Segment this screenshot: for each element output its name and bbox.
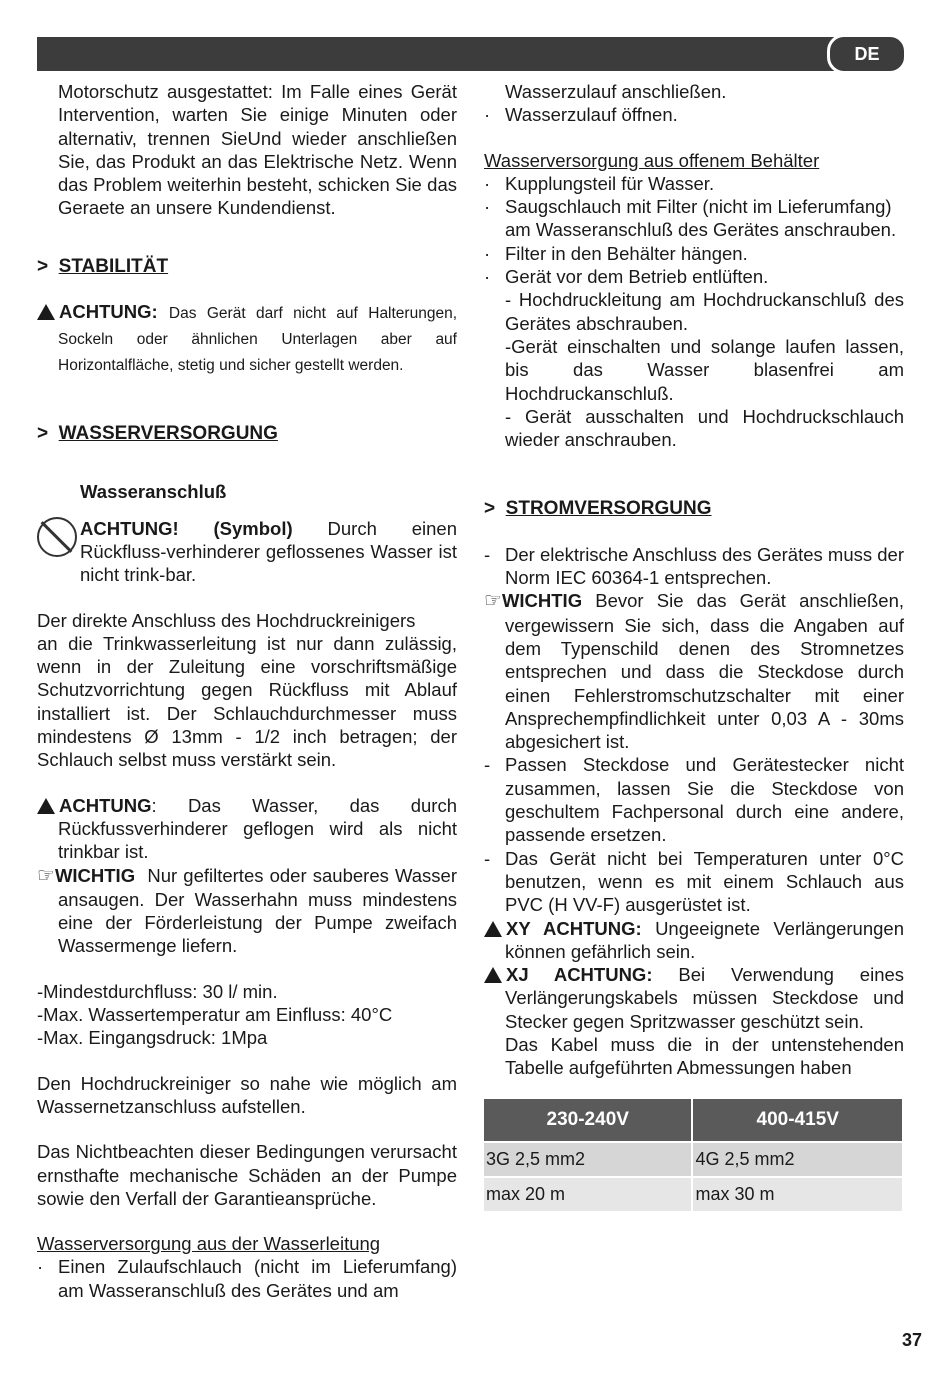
warning-verlaengerung: !XY ACHTUNG: Ungeeignete Verlängerungen können gefährlich sein. xyxy=(484,917,904,964)
table-header: 230-240V xyxy=(484,1099,692,1142)
warning-triangle-icon xyxy=(484,967,502,983)
table-cell: 3G 2,5 mm2 xyxy=(484,1142,692,1177)
paragraph: Der direkte Anschluss des Hochdruckreinigers xyxy=(37,609,416,631)
cable-table xyxy=(484,1099,904,1211)
warning-spritzwasser: !XJ ACHTUNG: Bei Verwendung eines Verlängerungskabels müssen Steckdose und Stecker gegen Spritzwasser geschützt sein. xyxy=(484,963,904,1033)
warning-rueckfluss-wasser: !ACHTUNG: Das Wasser, das durch Rückfussverhinderer geflogen wird als nicht trinkbar ist. xyxy=(37,794,457,864)
list-item: - Passen Steckdose und Gerätestecker nicht zusammen, lassen Sie die Steckdose von geschultem Fachpersonal durch eine andere, passende ersetzen. xyxy=(484,754,904,846)
section-heading-wasserversorgung: > WASSERVERSORGUNG xyxy=(37,423,278,445)
note-wichtig: ☞WICHTIG Bevor Sie das Gerät anschließen, vergewissern Sie sich, dass die Angaben auf dem Typenschild denen des Stromnetzes entsprechen und dass die Steckdose durch einen Fehlerstromschutzschalter mit einer Ansprechempfindlichkeit unter 0,03 A - 30ms abgesichert ist. xyxy=(484,590,904,753)
right-column xyxy=(484,80,904,1080)
warning-rueckfluss: ACHTUNG! (Symbol) Durch einen Rückfluss-verhinderer geflossenes Wasser ist nicht trink-bar. xyxy=(37,517,457,587)
page-number: 37 xyxy=(902,1330,923,1350)
list-item-continuation: Wasserzulauf anschließen. xyxy=(505,81,727,102)
list-item: · Wasserzulauf öffnen. xyxy=(484,104,678,126)
no-drinking-water-icon xyxy=(37,517,77,557)
paragraph: Den Hochdruckreiniger so nahe wie möglich am Wassernetzanschluss aufstellen. xyxy=(37,1072,457,1117)
sub-step: -Gerät einschalten und solange laufen lassen, bis das Wasser blasenfrei am Hochdruckanschluß. xyxy=(505,335,904,404)
list-item: · Filter in den Behälter hängen. xyxy=(484,242,748,264)
table-cell: max 30 m xyxy=(692,1177,903,1211)
spec-line: -Max. Wassertemperatur am Einfluss: 40°C xyxy=(37,1004,393,1026)
table-cell: max 20 m xyxy=(484,1177,692,1211)
list-item: - Das Gerät nicht bei Temperaturen unter 0°C benutzen, wenn es mit einem Schlauch aus PVC (H VV-F) ausgerüstet ist. xyxy=(484,847,904,916)
table-header: 400-415V xyxy=(692,1099,903,1142)
header-bar xyxy=(37,37,907,71)
language-badge xyxy=(827,34,907,74)
list-item: - Der elektrische Anschluss des Gerätes muss der Norm IEC 60364-1 entsprechen. xyxy=(484,543,904,589)
paragraph: Das Nichtbeachten dieser Bedingungen verursacht ernsthafte mechanische Schäden an der Pumpe sowie den Verfall der Garantieansprüche. xyxy=(37,1141,457,1209)
table-row xyxy=(484,1177,903,1211)
list-item: · Saugschlauch mit Filter (nicht im Lieferumfang) am Wasseranschluß des Gerätes anschrauben. xyxy=(484,196,897,241)
note-wichtig: ☞WICHTIG Nur gefiltertes oder sauberes Wasser ansaugen. Der Wasserhahn muss mindestens eine der Förderleistung der Pumpe zweifach Wassermenge liefern. xyxy=(37,864,457,957)
paragraph: an die Trinkwasserleitung ist nur dann zulässig, wenn in der Zuleitung eine vorschriftsmäßige Schutzvorrichtung gegen Rückfluss mit Ablauf installiert ist. Der Schlauchdurchmesser muss mindestens Ø 13mm - 1/2 inch betragen; der Schlauch selbst muss verstärkt sein. xyxy=(37,632,457,771)
left-column xyxy=(37,80,457,1302)
warning-triangle-icon xyxy=(37,798,55,814)
sub-step: - Gerät ausschalten und Hochdruckschlauch wieder anschrauben. xyxy=(505,405,904,451)
paragraph: Motorschutz ausgestattet: Im Falle eines Gerät Intervention, warten Sie einige Minuten oder alternativ, trennen SieUnd wieder anschließen Sie, das Produkt an das Elektrische Netz. Wenn das Problem weiterhin besteht, schicken Sie das Geraete an unsere Kundendienst. xyxy=(58,81,457,219)
warning-triangle-icon xyxy=(484,921,502,937)
list-item: · Kupplungsteil für Wasser. xyxy=(484,172,715,194)
pointing-hand-icon: ☞ xyxy=(484,590,502,613)
list-item: · Einen Zulaufschlauch (nicht im Lieferumfang) am Wasseranschluß des Gerätes und am xyxy=(37,1256,457,1301)
list-item: · Gerät vor dem Betrieb entlüften. xyxy=(484,266,769,288)
sub-step: - Hochdruckleitung am Hochdruckanschluß des Gerätes abschrauben. xyxy=(505,289,904,334)
spec-line: -Max. Eingangsdruck: 1Mpa xyxy=(37,1027,268,1049)
paragraph: Das Kabel muss die in der untenstehenden Tabelle aufgeführten Abmessungen haben xyxy=(505,1033,904,1079)
language-label: DE xyxy=(854,44,880,64)
warning-triangle-icon xyxy=(37,304,55,320)
table-row xyxy=(484,1142,903,1177)
section-heading-stabilitaet: > STABILITÄT xyxy=(37,255,169,277)
sub-heading-wasseranschluss: Wasseranschluß xyxy=(80,481,227,503)
pointing-hand-icon: ☞ xyxy=(37,864,55,887)
sub-heading-wasserleitung: Wasserversorgung aus der Wasserleitung xyxy=(37,1233,381,1255)
warning-stabilitaet: !ACHTUNG: Das Gerät darf nicht auf Halterungen, Sockeln oder ähnlichen Unterlagen aber auf Horizontalfläche, stetig und sicher gestellt werden. xyxy=(37,300,457,378)
sub-heading-offener-behaelter: Wasserversorgung aus offenem Behälter xyxy=(484,149,820,171)
table-cell: 4G 2,5 mm2 xyxy=(692,1142,903,1177)
section-heading-stromversorgung: > STROMVERSORGUNG xyxy=(484,498,712,520)
spec-line: -Mindestdurchfluss: 30 l/ min. xyxy=(37,980,278,1002)
